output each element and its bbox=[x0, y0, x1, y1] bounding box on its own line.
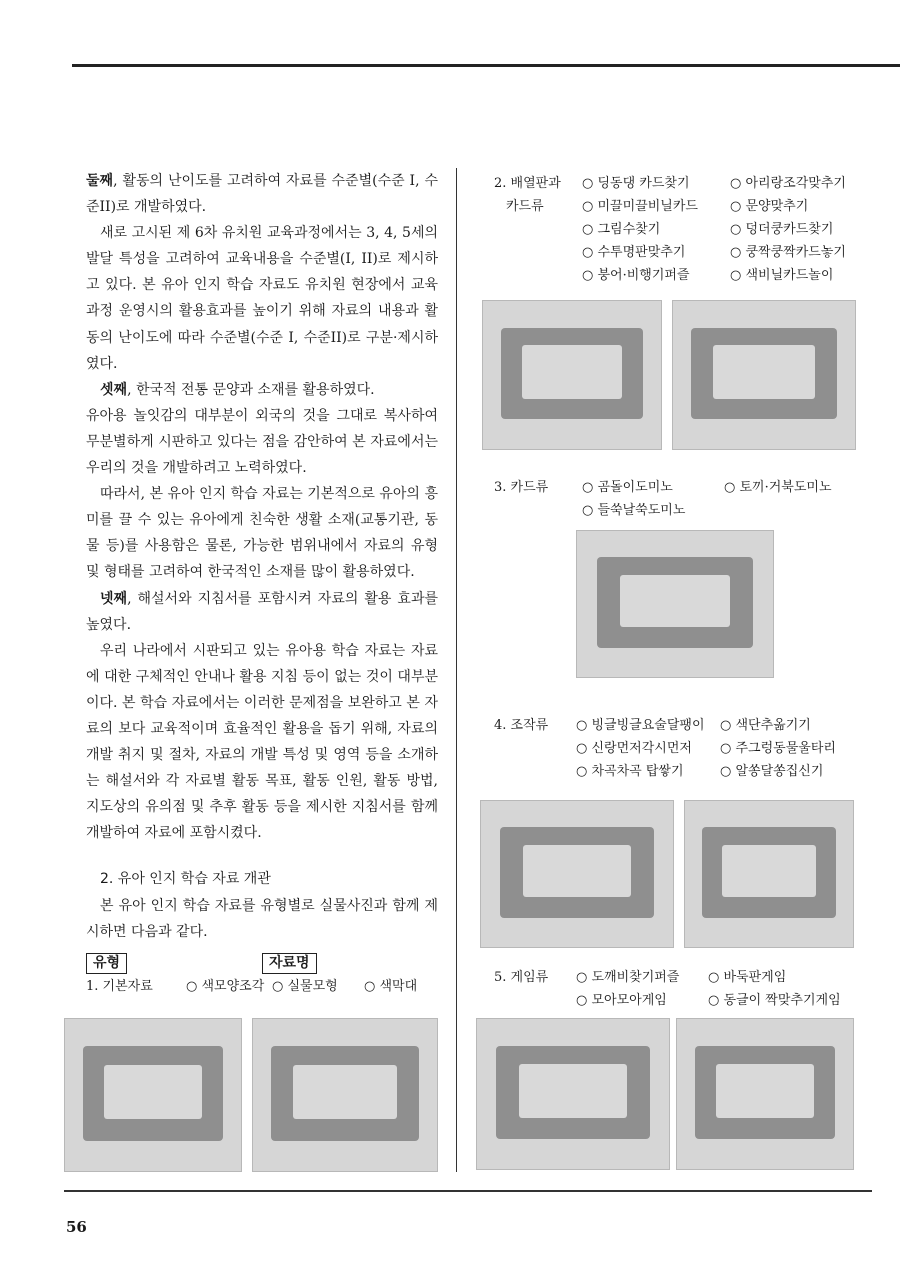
material-item: ○ 덩더쿵카드찾기 bbox=[730, 222, 834, 237]
section-title: 2. 유아 인지 학습 자료 개관 bbox=[100, 871, 271, 888]
material-item: ○ 쿵짝쿵짝카드놓기 bbox=[730, 245, 846, 260]
photo-arrangement-boards-2 bbox=[672, 300, 856, 450]
material-item: ○ 빙글빙글요술달팽이 bbox=[576, 718, 705, 733]
paragraph: 따라서, 본 유아 인지 학습 자료는 기본적으로 유아의 흥미를 끌 수 있는 유아에게 친숙한 생활 소재(교통기관, 동물 등)를 사용함은 물론, 가능한 범위내에서 자료의 유형 및 형태를 고려하여 한국적인 소재를 많이 활용하였다. bbox=[86, 486, 438, 581]
material-item: ○ 붕어·비행기퍼즐 bbox=[582, 268, 690, 283]
material-item: ○ 신랑먼저각시먼저 bbox=[576, 741, 692, 756]
type-header-label: 유형 bbox=[86, 953, 127, 974]
paragraph: 우리 나라에서 시판되고 있는 유아용 학습 자료는 자료에 대한 구체적인 안내나 활용 지침 등이 없는 것이 대부분이다. 본 학습 자료에서는 이러한 문제점을 보완하고 본 자료의 보다 교육적이며 효율적인 활용을 돕기 위해, 자료의 개발 취지 및 절차, 자료의 개발 특성 및 영역 등을 소개하는 해설서와 각 자료별 활동 목표, 활동 인원, 활동 방법, 지도상의 유의점 및 추후 활동 등을 제시한 지침서를 함께 개발하여 자료에 포함시켰다. bbox=[86, 642, 438, 842]
material-item: ○ 미끌미끌비닐카드 bbox=[582, 199, 698, 214]
material-item: ○ 알쏭달쏭집신기 bbox=[720, 764, 824, 779]
material-item: ○ 문양맞추기 bbox=[730, 199, 809, 214]
photo-games bbox=[476, 1018, 670, 1170]
category-label: 4. 조작류 bbox=[494, 718, 549, 733]
basic-materials-row bbox=[86, 975, 438, 1001]
page-number: 56 bbox=[66, 1218, 87, 1236]
material-item: ○ 들쑥날쑥도미노 bbox=[582, 503, 686, 518]
material-item: ○ 토끼·거북도미노 bbox=[724, 480, 832, 495]
paragraph: 새로 고시된 제 6차 유치원 교육과정에서는 3, 4, 5세의 발달 특성을 고려하여 교육내용을 수준별(I, II)로 제시하고 있다. 본 유아 인지 학습 자료도 유치원 현장에서 교육과정 운영시의 활용효과를 높이기 위해 자료의 내용과 활동의 난이도에 따라 수준별(수준 I, 수준II)로 구분·제시하였다. bbox=[86, 225, 438, 372]
paragraph: 유아용 놀잇감의 대부분이 외국의 것을 그대로 복사하여 무분별하게 시판하고 있다는 점을 감안하여 본 자료에서는 우리의 것을 개발하려고 노력하였다. bbox=[86, 407, 438, 477]
category-label: 2. 배열판과 bbox=[494, 176, 561, 191]
category-label: 1. 기본자료 bbox=[86, 978, 153, 994]
material-item: ○ 아리랑조각맞추기 bbox=[730, 176, 846, 191]
top-rule bbox=[72, 64, 900, 67]
material-item: ○ 색막대 bbox=[364, 978, 418, 994]
material-item: ○ 색모양조각 bbox=[186, 978, 265, 994]
material-item: ○ 바둑판게임 bbox=[708, 970, 787, 985]
category-label: 5. 게임류 bbox=[494, 970, 549, 985]
table-header bbox=[86, 951, 438, 975]
material-item: ○ 색단추옮기기 bbox=[720, 718, 811, 733]
material-item: ○ 수투명판맞추기 bbox=[582, 245, 686, 260]
photo-arrangement-boards bbox=[482, 300, 662, 450]
material-item: ○ 색비닐카드놀이 bbox=[730, 268, 834, 283]
material-item: ○ 곰돌이도미노 bbox=[582, 480, 673, 495]
material-item: ○ 동글이 짝맞추기게임 bbox=[708, 993, 841, 1008]
name-header-label: 자료명 bbox=[262, 953, 317, 974]
photo-domino-cards bbox=[576, 530, 774, 678]
bottom-rule bbox=[64, 1190, 872, 1192]
material-item: ○ 차곡차곡 탑쌓기 bbox=[576, 764, 684, 779]
category-label: 3. 카드류 bbox=[494, 480, 549, 495]
material-item: ○ 주그렁동물울타리 bbox=[720, 741, 836, 756]
category-label: 카드류 bbox=[506, 199, 544, 214]
material-item: ○ 도깨비찾기퍼즐 bbox=[576, 970, 680, 985]
section-intro: 본 유아 인지 학습 자료를 유형별로 실물사진과 함께 제시하면 다음과 같다. bbox=[86, 897, 438, 940]
photo-basic-materials-2 bbox=[252, 1018, 438, 1172]
photo-games-2 bbox=[676, 1018, 854, 1170]
photo-manipulatives-2 bbox=[684, 800, 854, 948]
paragraph: 셋째, 한국적 전통 문양과 소재를 활용하였다. bbox=[100, 381, 375, 398]
photo-basic-materials bbox=[64, 1018, 242, 1172]
material-item: ○ 모아모아게임 bbox=[576, 993, 667, 1008]
material-item: ○ 그림수찾기 bbox=[582, 222, 661, 237]
material-item: ○ 딩동댕 카드찾기 bbox=[582, 176, 690, 191]
column-divider bbox=[456, 168, 457, 1172]
photo-manipulatives bbox=[480, 800, 674, 948]
paragraph: 넷째, 해설서와 지침서를 포함시켜 자료의 활용 효과를 높였다. bbox=[86, 590, 438, 633]
material-item: ○ 실물모형 bbox=[272, 978, 338, 994]
left-column bbox=[86, 168, 438, 1001]
paragraph: 둘째, 활동의 난이도를 고려하여 자료를 수준별(수준 I, 수준II)로 개발하였다. bbox=[86, 173, 438, 216]
